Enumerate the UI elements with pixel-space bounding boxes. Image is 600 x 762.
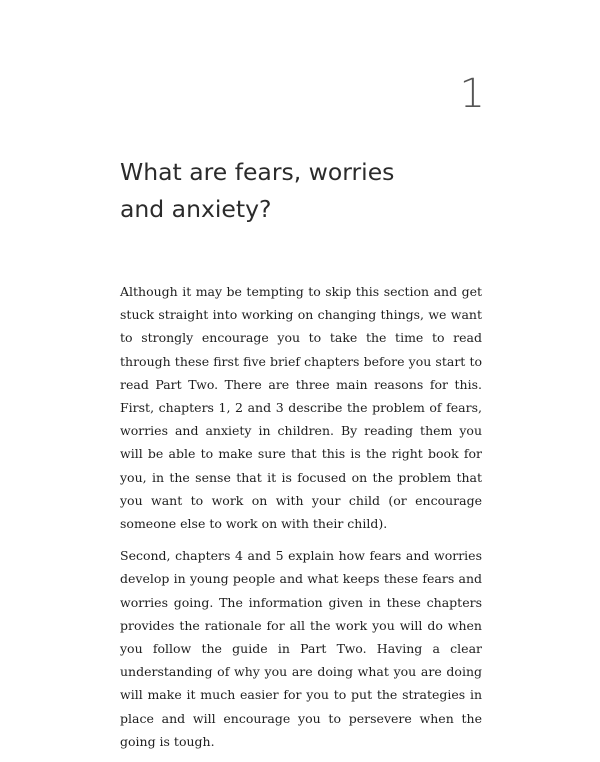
body-text [120, 280, 482, 762]
chapter-title-line-2: and anxiety? [120, 195, 272, 223]
chapter-title-line-1: What are fears, worries [120, 158, 395, 186]
chapter-number: 1 [459, 71, 485, 117]
chapter-title [120, 154, 500, 228]
paragraph-1: Although it may be tempting to skip this section and get stuck straight into working on changing things, we want to strongly encourage you to take the time to read through these first five brief chapters before you start to read Part Two. There are three main reasons for this. First, chapters 1, 2 and 3 describe the problem of fears, worries and anxiety in children. By reading them you will be able to make sure that this is the right book for you, in the sense that it is focused on the problem that you want to work on with your child (or encourage someone else to work on with their child). [120, 284, 482, 532]
paragraph-2: Second, chapters 4 and 5 explain how fears and worries develop in young people and what keeps these fears and worries going. The information given in these chapters provides the rationale for all the work you will do when you follow the guide in Part Two. Having a clear understanding of why you are doing what you are doing will make it much easier for you to put the strategies in place and will encourage you to persevere when the going is tough. [120, 548, 482, 749]
